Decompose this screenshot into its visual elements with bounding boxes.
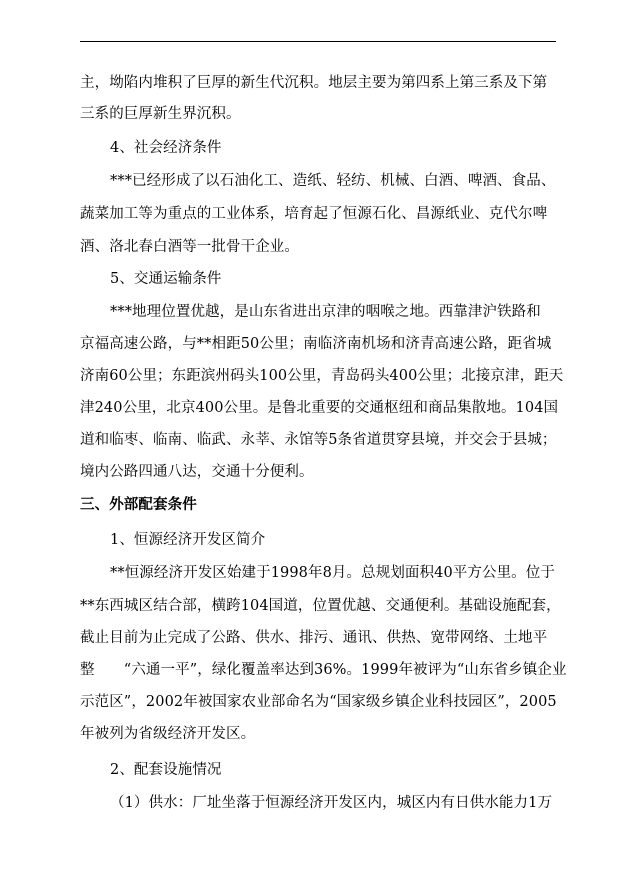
section-subheading: 1、恒源经济开发区简介	[110, 532, 266, 548]
paragraph-line: 主，坳陷内堆积了巨厚的新生代沉积。地层主要为第四系上第三系及下第	[80, 75, 548, 91]
section-subheading: 5、交通运输条件	[110, 271, 222, 287]
section-subheading: 2、配套设施情况	[110, 762, 222, 778]
paragraph-line: **东西城区结合部，横跨104国道，位置优越、交通便利。基础设施配套，	[80, 598, 561, 614]
paragraph-line: 示范区”，2002年被国家农业部命名为“国家级乡镇企业科技园区”，2005	[80, 694, 557, 710]
section-subheading: 4、社会经济条件	[110, 140, 222, 156]
paragraph-line: 蔬菜加工等为重点的工业体系，培育起了恒源石化、昌源纸业、克代尔啤	[80, 206, 548, 222]
paragraph-line: **恒源经济开发区始建于1998年8月。总规划面积40平方公里。位于	[110, 565, 555, 581]
paragraph-line: 年被列为省级经济开发区。	[80, 726, 256, 742]
paragraph-line: ***已经形成了以石油化工、造纸、轻纺、机械、白酒、啤酒、食品、	[110, 173, 556, 189]
header-rule	[80, 41, 556, 42]
paragraph-line: ***地理位置优越，是山东省进出京津的咽喉之地。西靠津沪铁路和	[110, 304, 541, 320]
paragraph-line: 酒、洛北春白酒等一批骨干企业。	[80, 239, 299, 255]
paragraph-line: （1）供水：厂址坐落于恒源经济开发区内，城区内有日供水能力1万	[110, 795, 553, 811]
paragraph-line: 京福高速公路，与**相距50公里；南临济南机场和济青高速公路，距省城	[80, 336, 552, 352]
paragraph-line: 济南60公里；东距滨州码头100公里，青岛码头400公里；北接京津，距天	[80, 368, 564, 384]
paragraph-line: 境内公路四通八达，交通十分便利。	[80, 464, 314, 480]
paragraph-line: 截止目前为止完成了公路、供水、排污、通讯、供热、宽带网络、土地平	[80, 630, 548, 646]
paragraph-line: 津240公里，北京400公里。是鲁北重要的交通枢纽和商品集散地。104国	[80, 400, 559, 416]
paragraph-line: 三系的巨厚新生界沉积。	[80, 106, 241, 122]
paragraph-line: 道和临枣、临南、临武、永莘、永馆等5条省道贯穿县境，并交会于县城；	[80, 432, 557, 448]
paragraph-line: 整 “六通一平”，绿化覆盖率达到36%。1999年被评为“山东省乡镇企业	[80, 662, 567, 678]
section-heading: 三、外部配套条件	[80, 496, 197, 513]
